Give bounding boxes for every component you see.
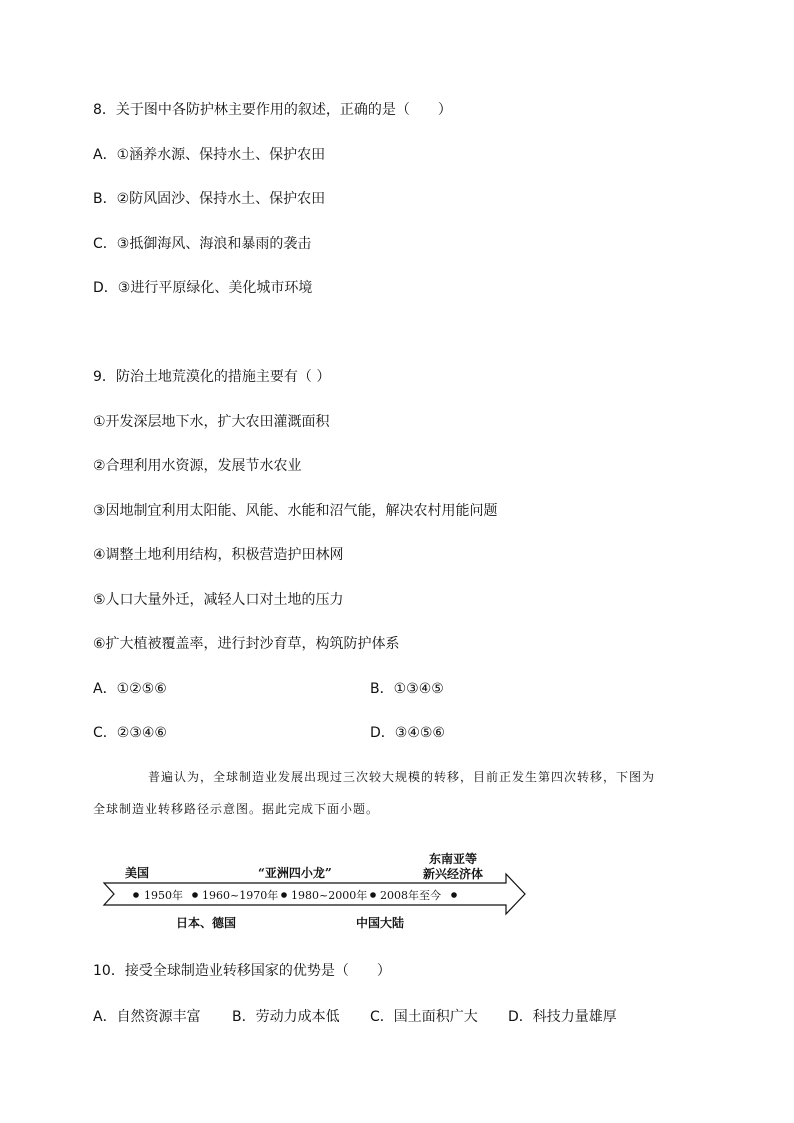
period-2008-now: 2008年至今: [380, 889, 441, 902]
period-1980-2000: 1980~2000年: [291, 889, 368, 902]
q9-item-3: ③因地制宜利用太阳能、风能、水能和沼气能，解决农村用能问题: [93, 503, 498, 519]
q8-option-b: B．②防风固沙、保持水土、保护农田: [93, 191, 326, 207]
label-usa: 美国: [125, 866, 150, 880]
label-southeast-asia: 东南亚等: [429, 852, 478, 866]
q8-stem: 8．关于图中各防护林主要作用的叙述，正确的是（ ）: [93, 102, 452, 118]
timeline-dot: [192, 892, 198, 898]
q9-item-1: ①开发深层地下水，扩大农田灌溉面积: [93, 414, 330, 430]
q9-item-5: ⑤人口大量外迁，减轻人口对土地的压力: [93, 592, 344, 608]
q8-option-c: C．③抵御海风、海浪和暴雨的袭击: [93, 236, 312, 252]
label-four-dragons: “亚洲四小龙”: [258, 866, 332, 880]
q10-option-c: C．国土面积广大: [370, 1009, 478, 1025]
q9-option-a: A．①②⑤⑥: [93, 681, 167, 697]
q8-option-a: A．①涵养水源、保持水土、保护农田: [93, 147, 326, 163]
q9-item-2: ②合理利用水资源，发展节水农业: [93, 458, 302, 474]
intro-line-2: 全球制造业转移路径示意图。据此完成下面小题。: [93, 802, 380, 816]
q9-option-d: D．③④⑤⑥: [370, 725, 445, 741]
q9-option-b: B．①③④⑤: [370, 681, 444, 697]
q9-item-6: ⑥扩大植被覆盖率，进行封沙育草，构筑防护体系: [93, 636, 400, 652]
q9-item-4: ④调整土地利用结构，积极营造护田林网: [93, 547, 344, 563]
period-1960-1970: 1960~1970年: [202, 889, 279, 902]
label-japan-germany: 日本、德国: [176, 916, 237, 930]
timeline-dot: [281, 892, 287, 898]
q9-option-c: C．②③④⑥: [93, 725, 167, 741]
q10-option-a: A．自然资源丰富: [93, 1009, 201, 1025]
timeline-dot: [370, 892, 376, 898]
transfer-path-diagram: [100, 848, 530, 938]
q10-stem: 10．接受全球制造业转移国家的优势是（ ）: [93, 963, 391, 979]
q8-option-d: D．③进行平原绿化、美化城市环境: [93, 280, 313, 296]
intro-line-1: 普遍认为，全球制造业发展出现过三次较大规模的转移，目前正发生第四次转移，下图为: [148, 770, 656, 784]
timeline-dot: [451, 892, 457, 898]
q9-stem: 9．防治土地荒漠化的措施主要有（ ）: [93, 369, 331, 385]
period-1950: 1950年: [144, 889, 183, 902]
timeline-dot: [133, 892, 139, 898]
q10-option-d: D．科技力量雄厚: [508, 1009, 617, 1025]
label-emerging-economies: 新兴经济体: [423, 867, 484, 881]
label-mainland-china: 中国大陆: [356, 916, 405, 930]
q10-option-b: B．劳动力成本低: [232, 1009, 340, 1025]
